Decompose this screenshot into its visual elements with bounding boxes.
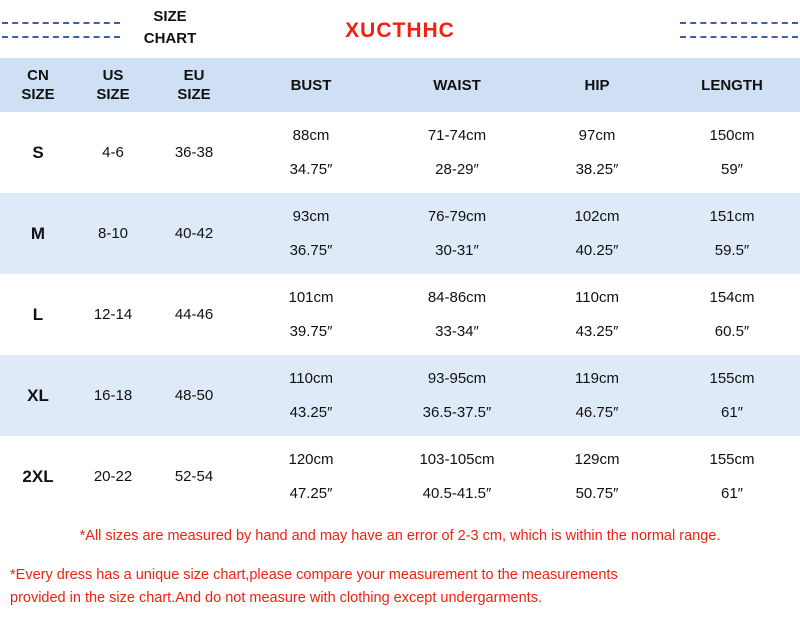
cell-bust-in: 39.75″ <box>289 322 333 340</box>
table-row <box>0 355 800 436</box>
cell-eu-size: 44-46 <box>150 274 238 355</box>
cell-length-cm: 150cm <box>709 126 755 144</box>
note-measurement-error: *All sizes are measured by hand and may have an error of 2-3 cm, which is within the normal range. <box>79 528 721 544</box>
cell-length-cm: 155cm <box>709 369 755 387</box>
note-unique-size-chart <box>6 564 794 610</box>
cell-length <box>664 193 800 274</box>
header-cn-size-line2: SIZE <box>21 86 55 103</box>
cell-bust <box>238 112 384 193</box>
cell-hip-in: 50.75″ <box>575 484 619 502</box>
header-us-size-line2: SIZE <box>96 86 130 103</box>
cell-hip <box>530 436 664 517</box>
header-us-size-line1: US <box>102 67 124 84</box>
cell-waist-cm: 71-74cm <box>427 126 487 144</box>
cell-bust-cm: 101cm <box>288 288 334 306</box>
cell-bust-in: 47.25″ <box>289 484 333 502</box>
brand-name: XUCTHHC <box>345 19 455 42</box>
cell-length <box>664 274 800 355</box>
cell-hip <box>530 112 664 193</box>
cell-bust-in: 43.25″ <box>289 403 333 421</box>
cell-length <box>664 112 800 193</box>
cell-waist <box>384 436 530 517</box>
header-us-size <box>76 58 150 112</box>
cell-waist-cm: 76-79cm <box>427 207 487 225</box>
cell-us-size: 20-22 <box>76 436 150 517</box>
cell-waist-in: 40.5-41.5″ <box>422 484 492 502</box>
header-hip: HIP <box>530 58 664 112</box>
table-row <box>0 112 800 193</box>
cell-waist-cm: 93-95cm <box>427 369 487 387</box>
cell-waist <box>384 193 530 274</box>
cell-hip-cm: 97cm <box>578 126 616 144</box>
cell-cn-size: 2XL <box>0 436 76 517</box>
cell-length-in: 59.5″ <box>714 241 750 259</box>
table-row <box>0 193 800 274</box>
cell-us-size: 16-18 <box>76 355 150 436</box>
table-row <box>0 274 800 355</box>
header-eu-size <box>150 58 238 112</box>
size-chart-title-line2: CHART <box>143 30 197 47</box>
cell-length-in: 61″ <box>721 403 743 421</box>
cell-waist <box>384 112 530 193</box>
size-chart-table <box>0 58 800 517</box>
cell-waist-in: 28-29″ <box>435 160 479 178</box>
cell-cn-size: S <box>0 112 76 193</box>
header-bust: BUST <box>238 58 384 112</box>
cell-length-in: 60.5″ <box>714 322 750 340</box>
cell-length-in: 61″ <box>721 484 743 502</box>
cell-waist <box>384 274 530 355</box>
cell-length-cm: 154cm <box>709 288 755 306</box>
notes-section <box>0 517 800 610</box>
cell-eu-size: 52-54 <box>150 436 238 517</box>
chart-banner <box>0 0 800 58</box>
table-header-row <box>0 58 800 112</box>
cell-hip-cm: 129cm <box>574 450 620 468</box>
cell-waist-in: 30-31″ <box>435 241 479 259</box>
cell-bust-cm: 110cm <box>289 369 333 387</box>
cell-hip <box>530 355 664 436</box>
cell-eu-size: 40-42 <box>150 193 238 274</box>
note-unique-size-chart-line2: provided in the size chart.And do not measure with clothing except undergarments. <box>10 590 542 606</box>
cell-waist <box>384 355 530 436</box>
cell-length-cm: 155cm <box>709 450 755 468</box>
cell-length-cm: 151cm <box>709 207 755 225</box>
header-waist: WAIST <box>384 58 530 112</box>
header-cn-size-line1: CN <box>27 67 49 84</box>
cell-hip-in: 38.25″ <box>575 160 619 178</box>
cell-length <box>664 355 800 436</box>
cell-hip <box>530 274 664 355</box>
cell-waist-cm: 84-86cm <box>427 288 487 306</box>
cell-waist-in: 36.5-37.5″ <box>422 403 492 421</box>
cell-hip-cm: 110cm <box>575 288 619 306</box>
cell-cn-size: L <box>0 274 76 355</box>
table-row <box>0 436 800 517</box>
cell-bust-cm: 88cm <box>292 126 330 144</box>
cell-us-size: 12-14 <box>76 274 150 355</box>
cell-bust <box>238 193 384 274</box>
cell-hip <box>530 193 664 274</box>
header-eu-size-line1: EU <box>183 67 205 84</box>
cell-bust <box>238 274 384 355</box>
cell-hip-cm: 119cm <box>575 369 619 387</box>
cell-hip-cm: 102cm <box>574 207 620 225</box>
cell-us-size: 8-10 <box>76 193 150 274</box>
cell-waist-in: 33-34″ <box>435 322 479 340</box>
cell-us-size: 4-6 <box>76 112 150 193</box>
cell-bust-cm: 93cm <box>292 207 330 225</box>
cell-bust <box>238 436 384 517</box>
size-chart-title-line1: SIZE <box>153 8 187 25</box>
cell-hip-in: 46.75″ <box>575 403 619 421</box>
header-cn-size <box>0 58 76 112</box>
cell-length <box>664 436 800 517</box>
cell-hip-in: 40.25″ <box>575 241 619 259</box>
cell-bust <box>238 355 384 436</box>
header-length: LENGTH <box>664 58 800 112</box>
cell-eu-size: 48-50 <box>150 355 238 436</box>
cell-cn-size: M <box>0 193 76 274</box>
cell-length-in: 59″ <box>721 160 743 178</box>
cell-cn-size: XL <box>0 355 76 436</box>
header-eu-size-line2: SIZE <box>177 86 211 103</box>
cell-waist-cm: 103-105cm <box>419 450 495 468</box>
table-body <box>0 112 800 517</box>
cell-bust-in: 34.75″ <box>289 160 333 178</box>
cell-hip-in: 43.25″ <box>575 322 619 340</box>
cell-bust-cm: 120cm <box>288 450 334 468</box>
note-unique-size-chart-line1: *Every dress has a unique size chart,please compare your measurement to the measurements <box>10 567 618 583</box>
cell-eu-size: 36-38 <box>150 112 238 193</box>
cell-bust-in: 36.75″ <box>289 241 333 259</box>
